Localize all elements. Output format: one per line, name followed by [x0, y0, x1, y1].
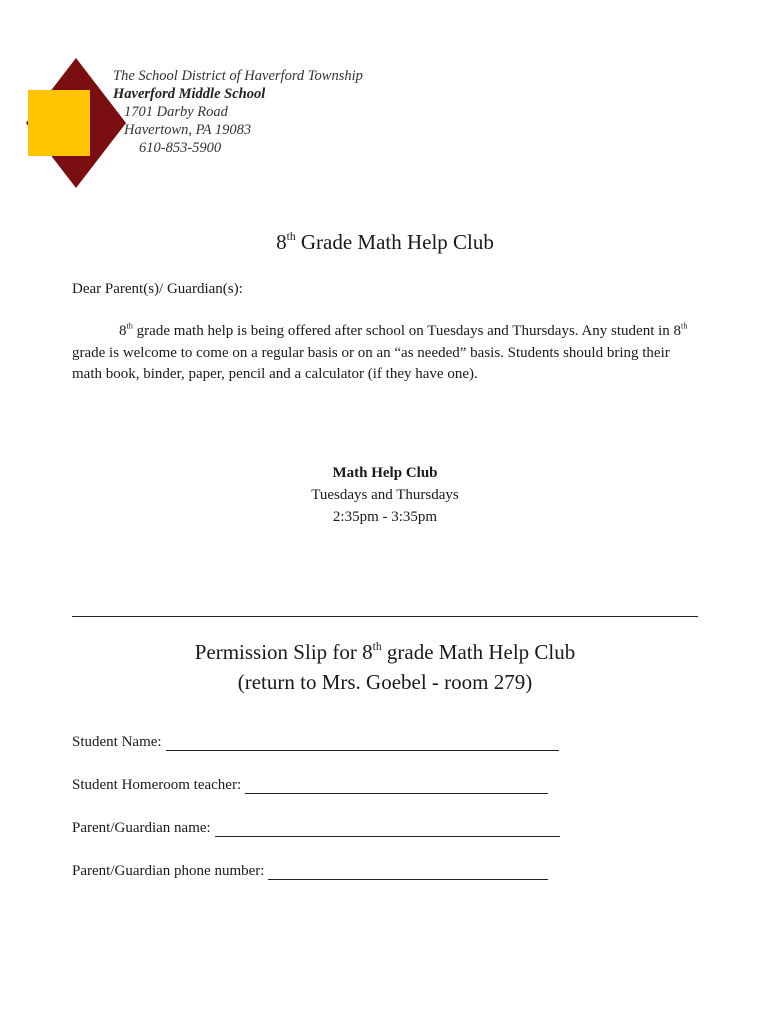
guardian-phone-field	[72, 863, 548, 880]
guardian-phone-blank[interactable]	[268, 865, 548, 880]
cut-line-divider	[72, 616, 698, 617]
student-name-label: Student Name:	[72, 734, 162, 750]
body-paragraph	[72, 321, 700, 386]
letterhead	[113, 67, 363, 157]
slip-title	[0, 637, 770, 667]
greeting: Dear Parent(s)/ Guardian(s):	[72, 281, 243, 297]
para-text-2: grade is welcome to come on a regular basis or on an “as needed” basis. Students should bring their math book, binder, paper, pencil and a calculator (if they have one).	[72, 344, 670, 382]
slip-title-text: grade Math Help Club	[381, 640, 576, 664]
school-name: Haverford Middle School	[113, 86, 266, 102]
guardian-name-field	[72, 820, 560, 837]
club-name: Math Help Club	[332, 465, 438, 481]
logo-square	[28, 90, 90, 156]
slip-title-number: 8	[362, 640, 373, 664]
permission-slip-heading	[0, 637, 770, 697]
phone-number: 610-853-5900	[139, 140, 222, 156]
para-text-1: grade math help is being offered after school on Tuesdays and Thursdays. Any student in	[132, 323, 674, 339]
guardian-phone-label: Parent/Guardian phone number:	[72, 863, 265, 879]
homeroom-teacher-blank[interactable]	[245, 779, 548, 794]
district-name: The School District of Haverford Township	[113, 68, 363, 84]
city-address: Havertown, PA 19083	[124, 122, 252, 138]
para-number-1: 8	[119, 323, 127, 339]
slip-title-superscript: th	[372, 640, 382, 653]
slip-title-pre: Permission Slip for	[194, 640, 363, 664]
homeroom-teacher-label: Student Homeroom teacher:	[72, 777, 242, 793]
para-number-2: 8	[673, 323, 682, 339]
club-time: 2:35pm - 3:35pm	[332, 509, 438, 525]
title-text: Grade Math Help Club	[295, 230, 494, 254]
club-details	[0, 462, 770, 528]
homeroom-teacher-field	[72, 777, 548, 794]
para-superscript-2: th	[681, 321, 688, 331]
club-days: Tuesdays and Thursdays	[311, 487, 459, 503]
student-name-field	[72, 734, 559, 751]
guardian-name-blank[interactable]	[215, 822, 560, 837]
student-name-blank[interactable]	[166, 736, 559, 751]
title-number: 8	[276, 230, 287, 254]
guardian-name-label: Parent/Guardian name:	[72, 820, 211, 836]
title-superscript: th	[286, 230, 296, 243]
para-superscript-1: th	[126, 321, 133, 331]
slip-subtitle: (return to Mrs. Goebel - room 279)	[237, 670, 533, 694]
page-title	[0, 230, 770, 255]
street-address: 1701 Darby Road	[124, 104, 228, 120]
